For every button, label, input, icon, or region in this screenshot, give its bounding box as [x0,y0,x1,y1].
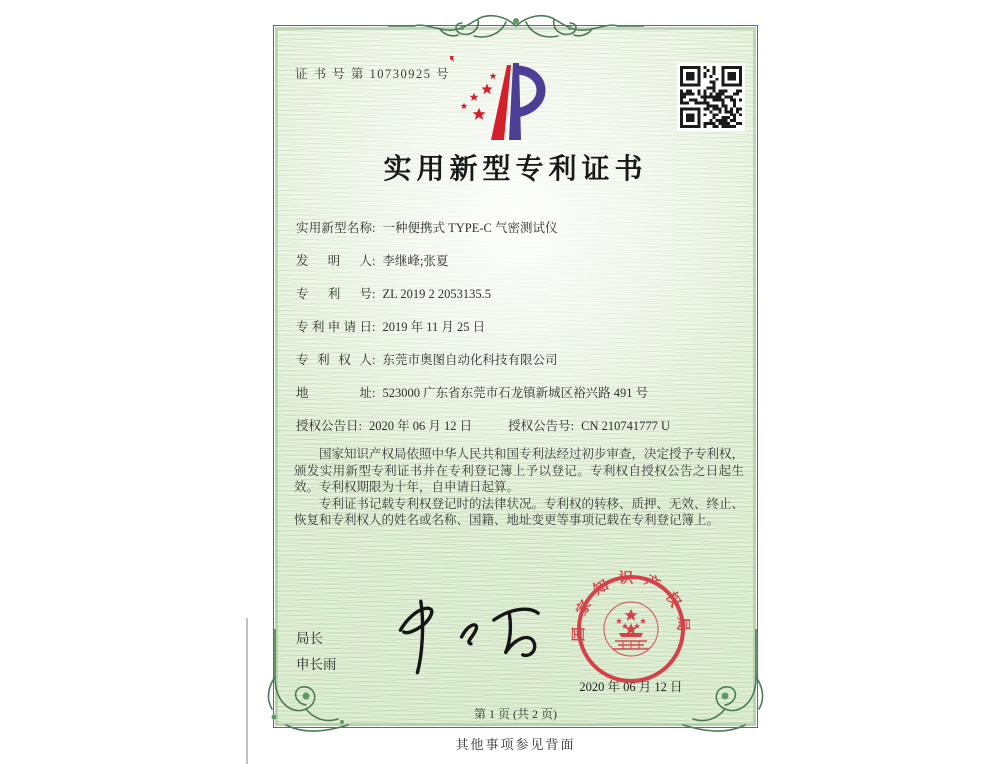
grant-date-label: 授权公告日 [296,419,359,433]
seal-date: 2020 年 06 月 12 日 [579,680,683,694]
colon: : [358,419,362,433]
field-label: 实用新型名称 [296,221,372,235]
page-number: 第 1 页 (共 2 页) [474,707,557,721]
commissioner-name: 申长雨 [296,657,337,672]
seal-ring-text: 国家知识产权局 [571,570,691,642]
field-label: 地址 [296,386,372,400]
field-row [296,251,746,268]
field-value: 2019 年 11 月 25 日 [382,320,486,334]
grant-no-label: 授权公告号 [508,419,571,433]
colon: : [372,386,376,400]
certificate-number: 证 书 号 第 10730925 号 [295,67,451,81]
legal-paragraph: 专利证书记载专利权登记时的法律状况。专利权的转移、质押、无效、终止、恢复和专利权人的姓名或名称、国籍、地址变更等事项记载在专利登记簿上。 [294,496,745,527]
top-border-flourish-icon [388,9,644,43]
cnipa-logo-icon [450,56,552,148]
scanned-page-edge [246,618,248,764]
qr-code [677,63,745,131]
grant-date-value: 2020 年 06 月 12 日 [369,419,473,433]
field-value: 523000 广东省东莞市石龙镇新城区裕兴路 491 号 [382,386,649,400]
colon: : [570,419,575,433]
colon: : [372,254,376,268]
colon: : [372,221,376,235]
field-value: 李继峰;张夏 [382,254,449,268]
field-row [296,383,746,400]
field-label: 专利号 [296,287,372,301]
commissioner-title: 局长 [296,631,323,646]
field-value: 东莞市奥图自动化科技有限公司 [382,353,558,367]
field-list [296,218,746,449]
certificate-panel [273,25,758,728]
colon: : [372,353,376,367]
back-side-note: 其他事项参见背面 [455,737,576,752]
legal-text [294,446,744,529]
field-row [296,218,746,235]
official-seal [569,567,693,691]
field-label: 发明人 [296,254,372,268]
field-label: 专利权人 [296,353,372,367]
field-row [296,284,746,301]
certificate-title: 实用新型专利证书 [383,154,648,185]
field-value: ZL 2019 2 2053135.5 [382,287,492,301]
colon: : [372,320,376,334]
colon: : [372,287,376,301]
field-label: 专利申请日 [296,320,372,334]
grant-no-value: CN 210741777 U [581,419,671,433]
grant-row [296,416,746,433]
field-row [296,317,746,334]
legal-paragraph: 国家知识产权局依照中华人民共和国专利法经过初步审查，决定授予专利权，颁发实用新型专利证书并在专利登记簿上予以登记。专利权自授权公告之日起生效。专利权期限为十年，自申请日起算。 [294,447,745,494]
field-value: 一种便携式 TYPE-C 气密测试仪 [382,221,558,235]
field-row [296,350,746,367]
signature-handwriting [380,594,550,680]
